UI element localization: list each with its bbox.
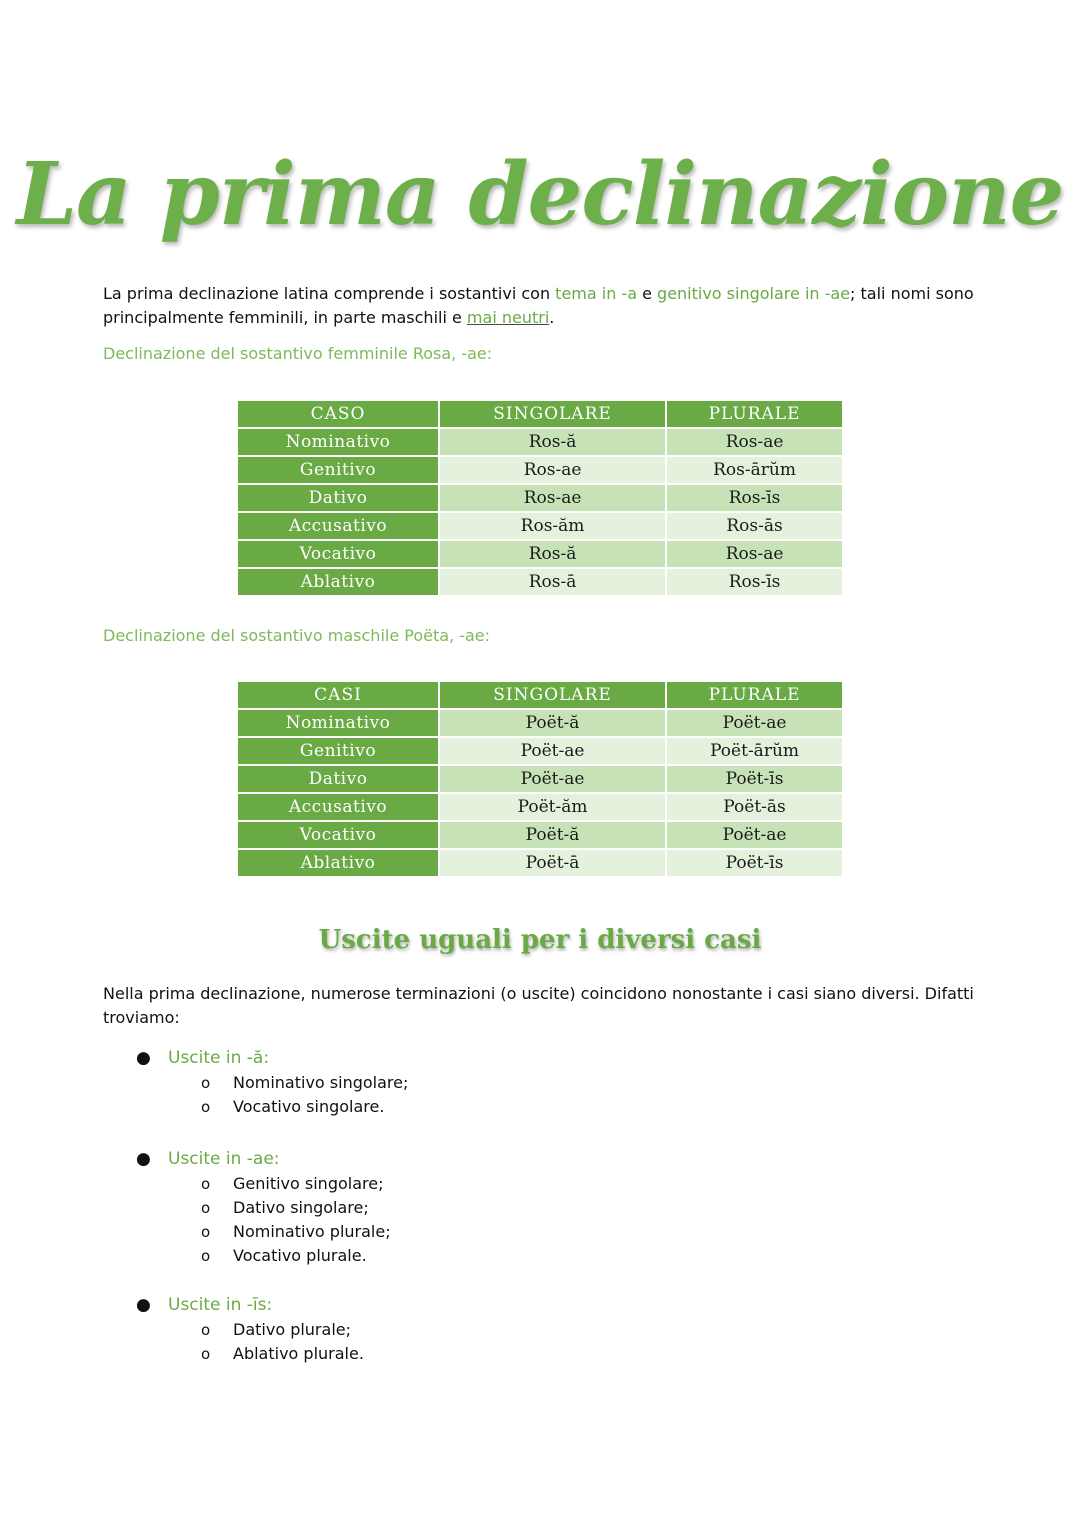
singular-cell: Ros-ăm [439,512,666,540]
plural-cell: Ros-īs [666,568,843,596]
singular-cell: Poët-ă [439,821,666,849]
list-item [136,1318,364,1342]
circle-bullet-icon: o [201,1175,211,1193]
rosa-subtitle: Declinazione del sostantivo femminile Rosa, -ae: [103,344,493,363]
group-head-label: Uscite in -ă: [168,1048,270,1068]
list-item [136,1220,391,1244]
column-header: SINGOLARE [439,400,666,428]
singular-cell: Poët-ā [439,849,666,877]
circle-bullet-icon: o [201,1247,211,1265]
list-item [136,1095,408,1119]
highlight-tema: tema in -a [555,284,638,303]
list-item-label: Genitivo singolare; [233,1174,384,1193]
list-item-label: Nominativo singolare; [233,1073,409,1092]
plural-cell: Poët-ae [666,709,843,737]
case-cell: Nominativo [237,709,439,737]
intro-text: e [637,284,658,303]
circle-bullet-icon: o [201,1223,211,1241]
table-row [237,793,843,821]
table-row [237,540,843,568]
singular-cell: Ros-ā [439,568,666,596]
list-item-label: Dativo singolare; [233,1198,369,1217]
table-row [237,737,843,765]
table-row [237,456,843,484]
table-row [237,512,843,540]
plural-cell: Poët-īs [666,849,843,877]
case-cell: Dativo [237,484,439,512]
plural-cell: Ros-ae [666,428,843,456]
list-item [136,1172,391,1196]
singular-cell: Poët-ăm [439,793,666,821]
section-paragraph: Nella prima declinazione, numerose terminazioni (o uscite) coincidono nonostante i casi siano diversi. Difatti troviamo: [103,984,974,1027]
list-group-head [136,1146,391,1172]
list-item [136,1244,391,1268]
poeta-table [236,680,844,878]
column-header: CASI [237,681,439,709]
case-cell: Genitivo [237,737,439,765]
highlight-genitivo: genitivo singolare in -ae [657,284,851,303]
intro-paragraph [103,282,983,330]
intro-text: . [549,308,555,327]
list-group-is [136,1292,364,1366]
table-row [237,568,843,596]
column-header: CASO [237,400,439,428]
rosa-table [236,399,844,597]
list-item [136,1196,391,1220]
singular-cell: Poët-ae [439,737,666,765]
circle-bullet-icon: o [201,1074,211,1092]
singular-cell: Ros-ae [439,484,666,512]
list-item-label: Ablativo plurale. [233,1344,364,1363]
circle-bullet-icon: o [201,1345,211,1363]
list-item-label: Vocativo singolare. [233,1097,385,1116]
list-group-head [136,1292,364,1318]
list-item [136,1071,408,1095]
singular-cell: Ros-ae [439,456,666,484]
group-head-label: Uscite in -ae: [168,1149,280,1169]
case-cell: Ablativo [237,849,439,877]
poeta-subtitle: Declinazione del sostantivo maschile Poëta, -ae: [103,626,491,645]
list-item-label: Nominativo plurale; [233,1222,391,1241]
case-cell: Vocativo [237,540,439,568]
circle-bullet-icon: o [201,1098,211,1116]
singular-cell: Poët-ae [439,765,666,793]
bullet-icon: ● [136,1149,151,1169]
list-group-ae [136,1146,391,1268]
section-title: Uscite uguali per i diversi casi [318,925,762,955]
list-item [136,1342,364,1366]
plural-cell: Poët-ae [666,821,843,849]
intro-text: ; tali nomi sono principalmente femminili, in parte maschili e [103,284,974,327]
plural-cell: Ros-ārŭm [666,456,843,484]
table-header-row [237,681,843,709]
bullet-icon: ● [136,1048,151,1068]
plural-cell: Ros-ās [666,512,843,540]
circle-bullet-icon: o [201,1321,211,1339]
case-cell: Accusativo [237,793,439,821]
column-header: SINGOLARE [439,681,666,709]
table-header-row [237,400,843,428]
plural-cell: Poët-ārŭm [666,737,843,765]
list-group-head [136,1045,408,1071]
plural-cell: Ros-īs [666,484,843,512]
bullet-icon: ● [136,1295,151,1315]
list-item-label: Vocativo plurale. [233,1246,367,1265]
case-cell: Vocativo [237,821,439,849]
case-cell: Accusativo [237,512,439,540]
plural-cell: Ros-ae [666,540,843,568]
singular-cell: Ros-ă [439,428,666,456]
list-item-label: Dativo plurale; [233,1320,351,1339]
circle-bullet-icon: o [201,1199,211,1217]
singular-cell: Ros-ă [439,540,666,568]
table-row [237,428,843,456]
plural-cell: Poët-ās [666,793,843,821]
case-cell: Ablativo [237,568,439,596]
page-title: La prima declinazione [16,144,1064,245]
table-row [237,821,843,849]
plural-cell: Poët-īs [666,765,843,793]
column-header: PLURALE [666,400,843,428]
singular-cell: Poët-ă [439,709,666,737]
table-row [237,849,843,877]
table-row [237,484,843,512]
group-head-label: Uscite in -īs: [168,1295,273,1315]
intro-text: La prima declinazione latina comprende i sostantivi con [103,284,556,303]
case-cell: Genitivo [237,456,439,484]
table-row [237,709,843,737]
list-group-a [136,1045,408,1119]
highlight-mai-neutri: mai neutri [466,308,550,327]
case-cell: Dativo [237,765,439,793]
table-row [237,765,843,793]
column-header: PLURALE [666,681,843,709]
case-cell: Nominativo [237,428,439,456]
